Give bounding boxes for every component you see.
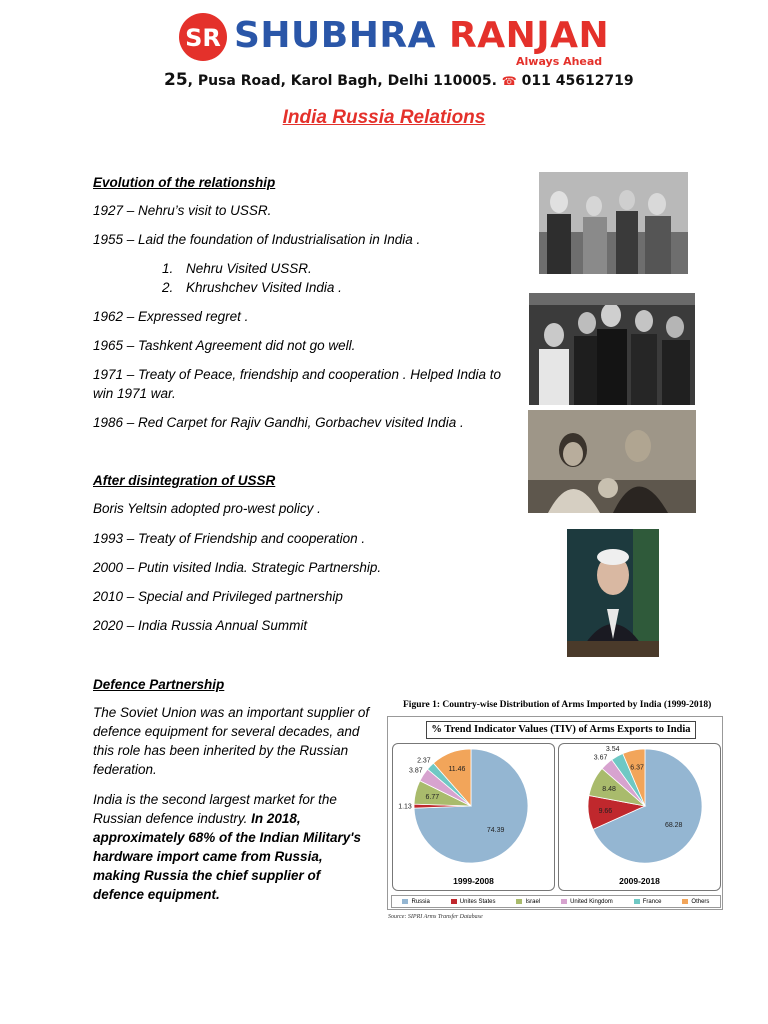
legend-swatch <box>402 899 408 904</box>
legend-item <box>516 899 540 905</box>
sr-logo-icon <box>178 12 228 62</box>
figure-caption: Figure 1: Country-wise Distribution of Arms Imported by India (1999-2018) <box>403 700 712 710</box>
line-1962: 1962 – Expressed regret . <box>93 309 249 324</box>
after-heading: After disintegration of USSR <box>93 473 276 488</box>
legend-label: Others <box>691 898 710 905</box>
line-1986: 1986 – Red Carpet for Rajiv Gandhi, Gorbachev visited India . <box>93 415 464 430</box>
line-1971: 1971 – Treaty of Peace, friendship and cooperation . Helped India to win 1971 war. <box>93 367 502 401</box>
slice-value-label: 2.37 <box>417 757 431 765</box>
address-line <box>164 70 634 90</box>
legend-item <box>561 899 613 905</box>
chart-legend <box>391 895 721 908</box>
pie-panel-1 <box>392 743 555 891</box>
list-item: 2. Khrushchev Visited India . <box>162 280 342 295</box>
defence-heading: Defence Partnership <box>93 677 225 692</box>
brand-part1: SHUBHRA <box>234 15 436 56</box>
after-line-5: 2020 – India Russia Annual Summit <box>93 618 308 633</box>
slice-value-label: 9.66 <box>598 808 613 816</box>
legend-swatch <box>634 899 640 904</box>
list-item: 1. Nehru Visited USSR. <box>162 261 312 276</box>
line-1927: 1927 – Nehru’s visit to USSR. <box>93 203 272 218</box>
legend-swatch <box>682 899 688 904</box>
chart-container <box>387 716 723 910</box>
legend-swatch <box>451 899 457 904</box>
chart-title-box <box>426 721 696 739</box>
brand-name <box>234 16 609 56</box>
line-1965: 1965 – Tashkent Agreement did not go well. <box>93 338 356 353</box>
pie-panel-2 <box>558 743 721 891</box>
after-line-4: 2010 – Special and Privileged partnership <box>93 589 343 604</box>
panel-label: 2009-2018 <box>619 876 660 886</box>
logo-letters: SR <box>185 24 221 52</box>
legend-item <box>634 899 662 905</box>
slice-value-label: 3.87 <box>408 767 423 775</box>
legend-item <box>682 899 709 905</box>
legend-label: Russia <box>411 898 430 905</box>
slice-value-label: 6.77 <box>425 793 440 801</box>
defence-para-2: India is the second largest market for the Russian defence industry. In 2018, approximately 68% of the Indian Military's hardware import came from Russia, making Russia the chief supplier of defence equipment. <box>93 792 362 902</box>
chart-title: % Trend Indicator Values (TIV) of Arms Exports to India <box>431 724 691 735</box>
legend-label: United Kingdom <box>570 898 613 905</box>
legend-label: Israel <box>525 898 541 905</box>
slice-value-label: 3.54 <box>605 745 620 753</box>
line-1955: 1955 – Laid the foundation of Industrialisation in India . <box>93 232 421 247</box>
panel-label: 1999-2008 <box>453 876 494 886</box>
photo-tashkent <box>529 293 695 405</box>
after-line-1: Boris Yeltsin adopted pro-west policy . <box>93 501 321 516</box>
figure-source: Source: SIPRI Arms Transfer Database <box>388 914 483 920</box>
photo-nehru-ussr <box>539 172 688 274</box>
slice-value-label: 6.37 <box>630 764 644 772</box>
defence-para-1: The Soviet Union was an important supplier of defence equipment for several decades, and this role has been inherited by the Russian federation. <box>93 705 370 777</box>
slice-value-label: 11.46 <box>448 766 466 774</box>
slice-value-label: 74.39 <box>486 827 505 835</box>
legend-swatch <box>561 899 567 904</box>
legend-item <box>451 899 496 905</box>
slice-value-label: 3.67 <box>593 754 608 762</box>
tagline: Always Ahead <box>516 55 603 68</box>
page-title: India Russia Relations <box>282 107 486 128</box>
photo-indira-brezhnev <box>528 410 696 513</box>
address-number: 25 <box>164 70 188 90</box>
arms-import-figure <box>384 696 726 926</box>
pie-chart-2009-2018 <box>559 744 722 892</box>
phone-icon: ☎ <box>501 74 517 88</box>
slice-value-label: 1.13 <box>398 803 412 811</box>
phone-number: 011 45612719 <box>521 73 634 89</box>
legend-item <box>402 899 429 905</box>
legend-swatch <box>516 899 522 904</box>
legend-label: Unites States <box>459 898 496 905</box>
brand-part2: RANJAN <box>449 15 610 56</box>
after-line-3: 2000 – Putin visited India. Strategic Partnership. <box>93 560 382 575</box>
address-text: , Pusa Road, Karol Bagh, Delhi 110005. <box>187 73 497 89</box>
evolution-heading: Evolution of the relationship <box>93 175 276 190</box>
pie-chart-1999-2008 <box>393 744 556 892</box>
slice-value-label: 8.48 <box>602 786 616 794</box>
after-line-2: 1993 – Treaty of Friendship and cooperation . <box>93 531 366 546</box>
legend-label: France <box>642 898 662 905</box>
photo-yeltsin <box>567 529 659 657</box>
slice-value-label: 68.28 <box>664 822 683 830</box>
